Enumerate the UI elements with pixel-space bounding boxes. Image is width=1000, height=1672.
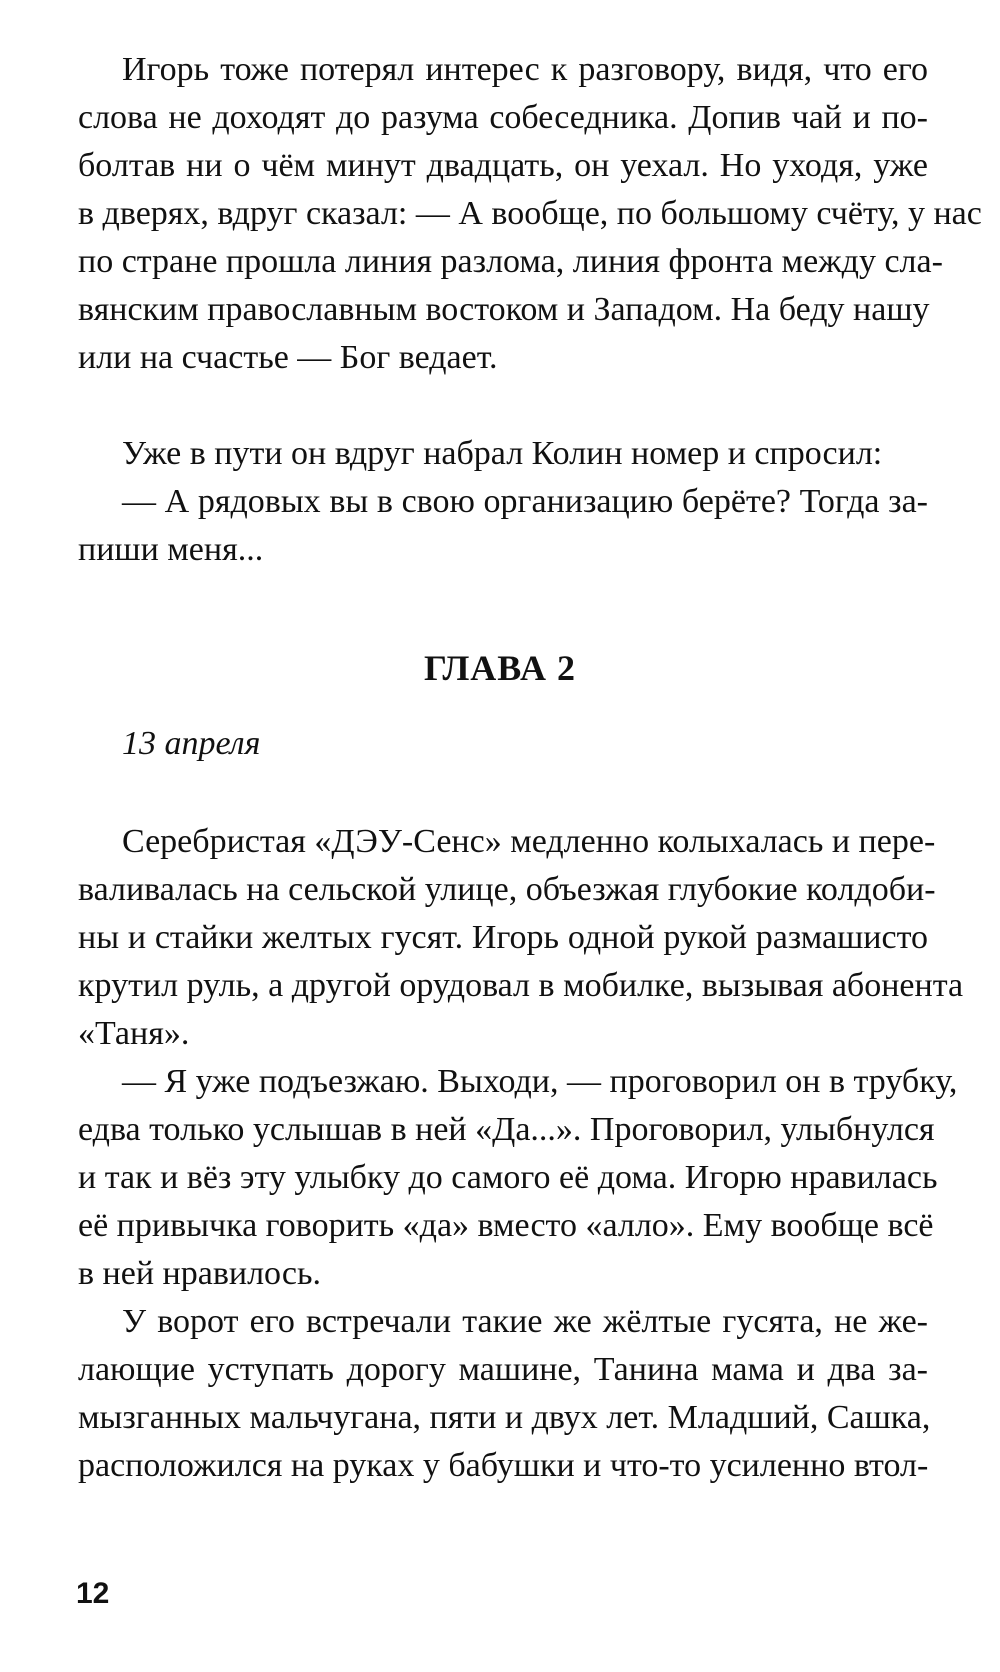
chapter-title: ГЛАВА 2 bbox=[423, 648, 577, 688]
text-line: в дверях, вдруг сказал: — А вообще, по большому счёту, у нас bbox=[78, 195, 982, 232]
text-line: «Таня». bbox=[78, 1015, 190, 1052]
text-line: расположился на руках у бабушки и что-то усиленно втол- bbox=[78, 1447, 929, 1484]
text-line: У ворот его встречали такие же жёлтые гусята, не же- bbox=[122, 1303, 928, 1340]
text-line: ны и стайки желтых гусят. Игорь одной рукой размашисто bbox=[78, 919, 928, 956]
text-line: — А рядовых вы в свою организацию берёте? Тогда за- bbox=[122, 483, 928, 520]
chapter-date: 13 апреля bbox=[122, 725, 261, 762]
text-line: мызганных мальчугана, пяти и двух лет. Младший, Сашка, bbox=[78, 1399, 931, 1436]
text-line: Игорь тоже потерял интерес к разговору, видя, что его bbox=[122, 51, 928, 88]
text-line: или на счастье — Бог ведает. bbox=[78, 339, 498, 376]
page-number: 12 bbox=[76, 1577, 110, 1610]
text-line: Серебристая «ДЭУ-Сенс» медленно колыхалась и пере- bbox=[122, 823, 936, 860]
text-line: по стране прошла линия разлома, линия фронта между сла- bbox=[78, 243, 943, 280]
text-line: вянским православным востоком и Западом. На беду нашу bbox=[78, 291, 930, 328]
text-line: валивалась на сельской улице, объезжая глубокие колдоби- bbox=[78, 871, 936, 908]
text-line: крутил руль, а другой орудовал в мобилке, вызывая абонента bbox=[78, 967, 964, 1004]
text-line: слова не доходят до разума собеседника. Допив чай и по- bbox=[78, 99, 928, 136]
text-line: болтав ни о чём минут двадцать, он уехал. Но уходя, уже bbox=[78, 147, 928, 184]
text-line: Уже в пути он вдруг набрал Колин номер и спросил: bbox=[122, 435, 883, 472]
text-line: едва только услышав в ней «Да...». Проговорил, улыбнулся bbox=[78, 1111, 935, 1148]
text-line: и так и вёз эту улыбку до самого её дома. Игорю нравилась bbox=[78, 1159, 938, 1196]
text-line: лающие уступать дорогу машине, Танина мама и два за- bbox=[78, 1351, 928, 1388]
text-line: — Я уже подъезжаю. Выходи, — проговорил он в трубку, bbox=[122, 1063, 958, 1100]
text-line: в ней нравилось. bbox=[78, 1255, 321, 1292]
text-line: её привычка говорить «да» вместо «алло». Ему вообще всё bbox=[78, 1207, 934, 1244]
text-line: пиши меня... bbox=[78, 531, 264, 568]
